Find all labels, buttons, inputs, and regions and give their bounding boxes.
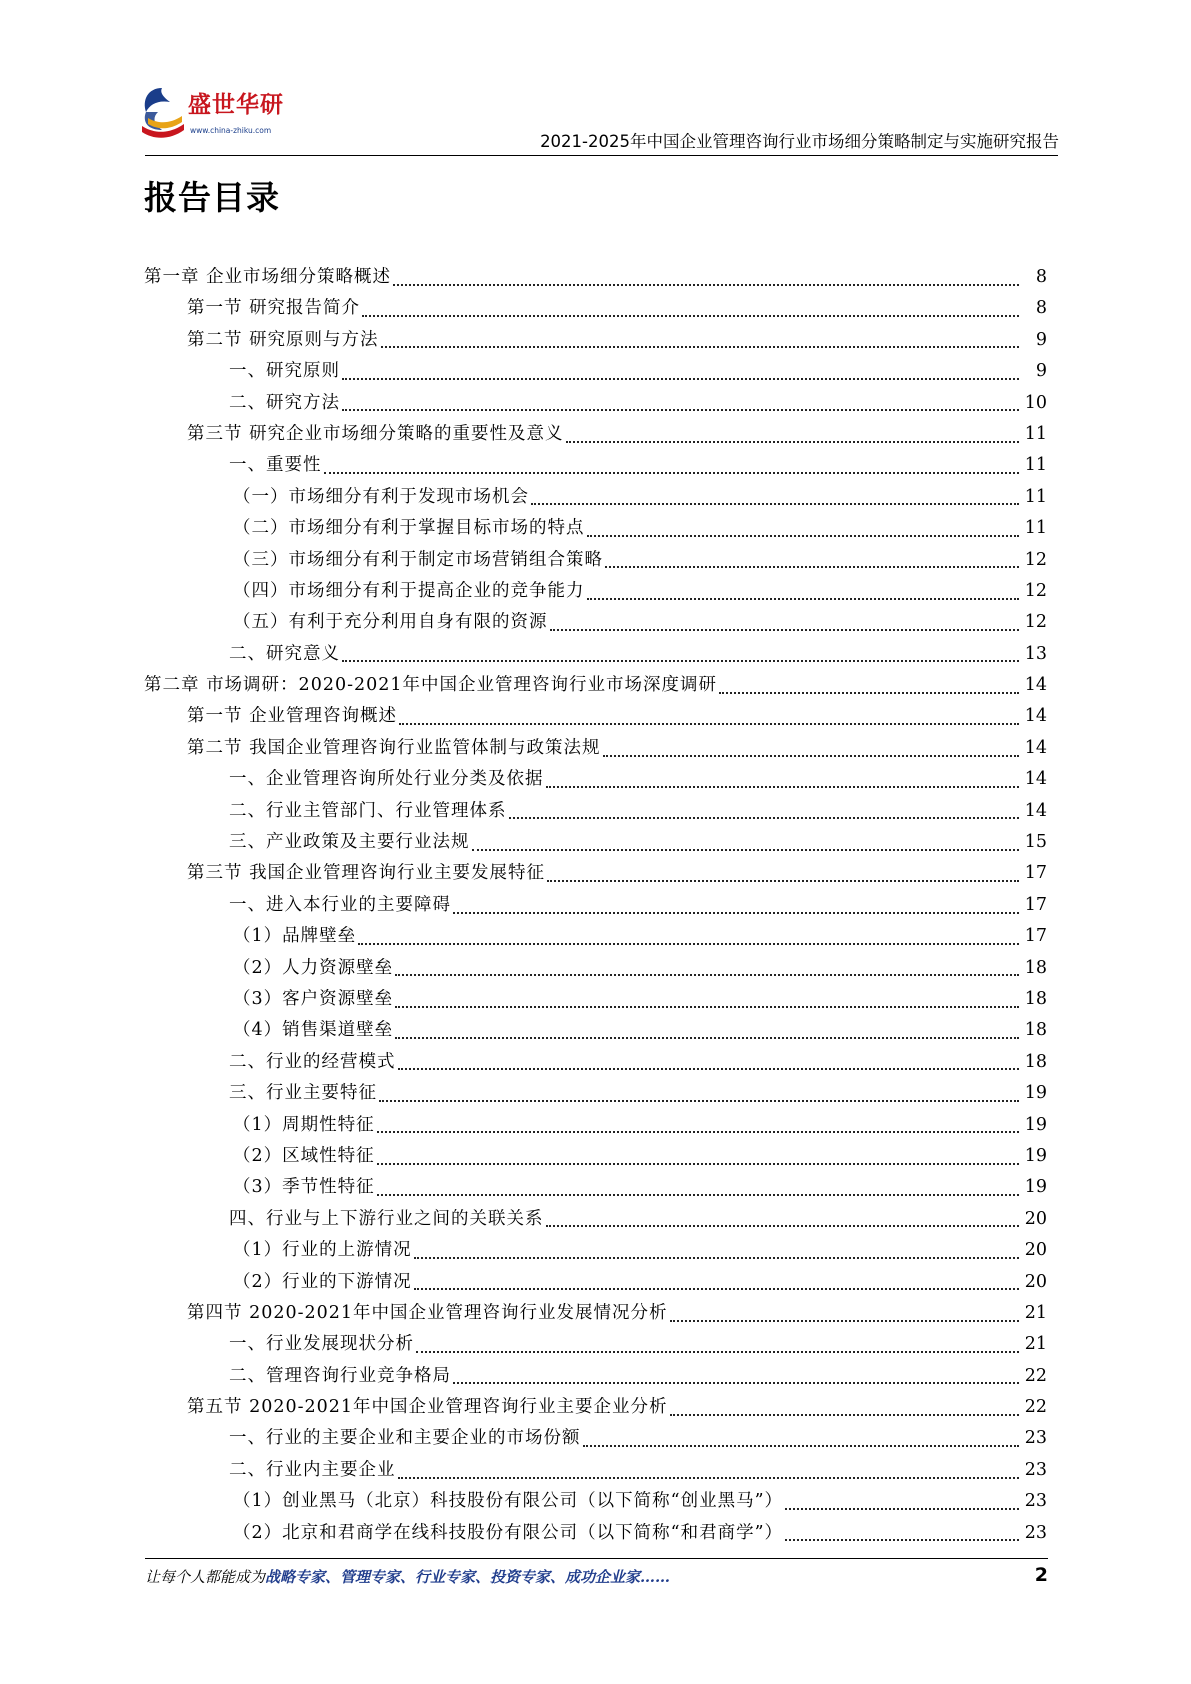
dot-leader xyxy=(547,880,1019,882)
dot-leader xyxy=(531,503,1019,505)
dot-leader xyxy=(377,1131,1019,1133)
toc-entry-page: 11 xyxy=(1024,423,1047,444)
toc-entry-page: 21 xyxy=(1024,1302,1047,1323)
toc-entry[interactable] xyxy=(0,701,1191,732)
toc-entry-title: 第四节 2020-2021年中国企业管理咨询行业发展情况分析 xyxy=(187,1302,668,1323)
toc-entry[interactable] xyxy=(0,1329,1191,1360)
dot-leader xyxy=(379,1100,1019,1102)
page-number: 2 xyxy=(1034,1564,1048,1586)
toc-entry[interactable] xyxy=(0,796,1191,827)
toc-entry-page: 11 xyxy=(1024,518,1047,539)
footer-slogan xyxy=(145,1566,670,1587)
toc-entry[interactable] xyxy=(0,1267,1191,1298)
toc-entry[interactable] xyxy=(0,1204,1191,1235)
toc-entry-title: （一）市场细分有利于发现市场机会 xyxy=(233,486,529,507)
toc-entry[interactable] xyxy=(0,670,1191,701)
toc-entry-page: 18 xyxy=(1024,957,1047,978)
toc-entry[interactable] xyxy=(0,1172,1191,1203)
toc-entry[interactable] xyxy=(0,1047,1191,1078)
company-logo xyxy=(140,82,310,144)
toc-entry-page: 19 xyxy=(1024,1083,1047,1104)
dot-leader xyxy=(605,566,1019,568)
dot-leader xyxy=(472,849,1020,851)
toc-entry-title: （1）品牌壁垒 xyxy=(233,926,357,947)
toc-entry[interactable] xyxy=(0,984,1191,1015)
dot-leader xyxy=(342,660,1019,662)
slogan-lead: 让每个人都能成为 xyxy=(145,1568,266,1586)
toc-entry-title: 二、研究意义 xyxy=(229,643,340,664)
toc-entry[interactable] xyxy=(0,1392,1191,1423)
toc-entry-page: 14 xyxy=(1024,706,1047,727)
toc-entry-page: 14 xyxy=(1024,800,1047,821)
toc-entry-title: （4）销售渠道壁垒 xyxy=(233,1020,394,1041)
toc-entry[interactable] xyxy=(0,1361,1191,1392)
toc-entry-page: 19 xyxy=(1024,1145,1047,1166)
table-of-contents xyxy=(0,262,1191,1549)
toc-entry-title: （1）周期性特征 xyxy=(233,1114,375,1135)
toc-entry[interactable] xyxy=(0,1141,1191,1172)
dot-leader xyxy=(719,692,1019,694)
dot-leader xyxy=(342,409,1019,411)
toc-entry-title: （2）北京和君商学在线科技股份有限公司（以下简称“和君商学”） xyxy=(233,1522,784,1543)
toc-entry[interactable] xyxy=(0,733,1191,764)
toc-entry-page: 12 xyxy=(1024,612,1047,633)
toc-entry[interactable] xyxy=(0,1423,1191,1454)
toc-entry-title: （三）市场细分有利于制定市场营销组合策略 xyxy=(233,549,603,570)
toc-entry[interactable] xyxy=(0,576,1191,607)
toc-entry-page: 18 xyxy=(1024,1020,1047,1041)
toc-entry-page: 13 xyxy=(1024,643,1047,664)
toc-entry[interactable] xyxy=(0,764,1191,795)
dot-leader xyxy=(670,1414,1019,1416)
toc-entry[interactable] xyxy=(0,1486,1191,1517)
logo-emblem-icon xyxy=(140,82,190,142)
toc-entry-page: 15 xyxy=(1024,832,1047,853)
toc-entry-title: 三、产业政策及主要行业法规 xyxy=(229,832,470,853)
toc-entry[interactable] xyxy=(0,890,1191,921)
toc-entry-page: 23 xyxy=(1024,1491,1047,1512)
toc-entry-title: （3）季节性特征 xyxy=(233,1177,375,1198)
toc-entry-page: 17 xyxy=(1024,863,1047,884)
toc-entry-page: 19 xyxy=(1024,1177,1047,1198)
dot-leader xyxy=(566,441,1019,443)
dot-leader xyxy=(785,1508,1019,1510)
toc-entry-title: （2）人力资源壁垒 xyxy=(233,957,394,978)
toc-entry-title: （五）有利于充分利用自身有限的资源 xyxy=(233,612,548,633)
toc-entry[interactable] xyxy=(0,450,1191,481)
toc-entry-title: 二、管理咨询行业竞争格局 xyxy=(229,1365,451,1386)
toc-entry[interactable] xyxy=(0,1110,1191,1141)
dot-leader xyxy=(377,1163,1019,1165)
dot-leader xyxy=(550,629,1020,631)
dot-leader xyxy=(670,1320,1019,1322)
toc-entry[interactable] xyxy=(0,262,1191,293)
toc-entry-title: 二、行业主管部门、行业管理体系 xyxy=(229,800,507,821)
toc-entry[interactable] xyxy=(0,1015,1191,1046)
toc-entry-title: 一、重要性 xyxy=(229,455,322,476)
toc-entry-page: 14 xyxy=(1024,769,1047,790)
toc-entry-title: 第五节 2020-2021年中国企业管理咨询行业主要企业分析 xyxy=(187,1397,668,1418)
toc-entry[interactable] xyxy=(0,325,1191,356)
toc-entry[interactable] xyxy=(0,1078,1191,1109)
toc-entry-page: 18 xyxy=(1024,988,1047,1009)
slogan-highlight: 战略专家、管理专家、行业专家、投资专家、成功企业家…… xyxy=(265,1568,671,1586)
toc-entry[interactable] xyxy=(0,953,1191,984)
toc-entry[interactable] xyxy=(0,827,1191,858)
toc-entry-title: （3）客户资源壁垒 xyxy=(233,988,394,1009)
toc-entry-title: 第二章 市场调研：2020-2021年中国企业管理咨询行业市场深度调研 xyxy=(144,675,718,696)
dot-leader xyxy=(509,817,1020,819)
toc-entry-page: 8 xyxy=(1035,298,1047,319)
toc-entry-page: 23 xyxy=(1024,1428,1047,1449)
dot-leader xyxy=(324,472,1020,474)
toc-entry-page: 8 xyxy=(1035,267,1047,287)
toc-entry-title: 一、进入本行业的主要障碍 xyxy=(229,894,451,915)
toc-entry-page: 10 xyxy=(1024,392,1047,413)
toc-entry[interactable] xyxy=(0,1235,1191,1266)
toc-entry-title: 第一节 研究报告简介 xyxy=(187,298,361,319)
toc-entry-title: 二、行业的经营模式 xyxy=(229,1051,396,1072)
dot-leader xyxy=(395,1006,1019,1008)
page-header xyxy=(0,0,1191,160)
toc-entry-title: 第三节 研究企业市场细分策略的重要性及意义 xyxy=(187,423,564,444)
toc-entry-page: 19 xyxy=(1024,1114,1047,1135)
dot-leader xyxy=(398,1068,1020,1070)
toc-entry-title: 第一节 企业管理咨询概述 xyxy=(187,706,398,727)
logo-wordmark: 盛世华研 xyxy=(188,92,284,118)
toc-entry-page: 17 xyxy=(1024,926,1047,947)
dot-leader xyxy=(395,974,1019,976)
dot-leader xyxy=(546,786,1020,788)
toc-entry-page: 9 xyxy=(1035,361,1047,382)
dot-leader xyxy=(393,284,1019,286)
toc-entry-title: 一、行业的主要企业和主要企业的市场份额 xyxy=(229,1428,581,1449)
dot-leader xyxy=(414,1257,1019,1259)
toc-entry-page: 23 xyxy=(1024,1459,1047,1480)
toc-entry-page: 11 xyxy=(1024,486,1047,507)
toc-entry-title: 四、行业与上下游行业之间的关联关系 xyxy=(229,1208,544,1229)
toc-entry-page: 14 xyxy=(1024,737,1047,758)
toc-entry-title: （二）市场细分有利于掌握目标市场的特点 xyxy=(233,518,585,539)
dot-leader xyxy=(583,1445,1020,1447)
toc-entry-title: （四）市场细分有利于提高企业的竞争能力 xyxy=(233,580,585,601)
toc-entry-title: （1）行业的上游情况 xyxy=(233,1240,412,1261)
toc-entry-page: 20 xyxy=(1024,1271,1047,1292)
toc-entry[interactable] xyxy=(0,1298,1191,1329)
dot-leader xyxy=(587,535,1020,537)
toc-entry[interactable] xyxy=(0,419,1191,450)
toc-entry[interactable] xyxy=(0,607,1191,638)
dot-leader xyxy=(587,598,1020,600)
dot-leader xyxy=(342,378,1019,380)
toc-entry[interactable] xyxy=(0,921,1191,952)
dot-leader xyxy=(381,346,1019,348)
toc-entry-title: 二、研究方法 xyxy=(229,392,340,413)
logo-url: www.china-zhiku.com xyxy=(190,126,272,135)
toc-entry-title: （2）行业的下游情况 xyxy=(233,1271,412,1292)
report-title: 2021-2025年中国企业管理咨询行业市场细分策略制定与实施研究报告 xyxy=(540,132,1059,151)
dot-leader xyxy=(414,1288,1019,1290)
toc-entry[interactable] xyxy=(0,388,1191,419)
dot-leader xyxy=(395,1037,1019,1039)
dot-leader xyxy=(785,1539,1019,1541)
toc-entry-title: 三、行业主要特征 xyxy=(229,1083,377,1104)
toc-entry[interactable] xyxy=(0,482,1191,513)
toc-entry-page: 11 xyxy=(1024,455,1047,476)
toc-entry-page: 23 xyxy=(1024,1522,1047,1543)
toc-entry-page: 18 xyxy=(1024,1051,1047,1072)
toc-entry-title: 第二节 我国企业管理咨询行业监管体制与政策法规 xyxy=(187,737,601,758)
dot-leader xyxy=(453,1382,1019,1384)
toc-entry-page: 20 xyxy=(1024,1240,1047,1261)
dot-leader xyxy=(377,1194,1019,1196)
dot-leader xyxy=(453,912,1019,914)
toc-entry-title: （2）区域性特征 xyxy=(233,1145,375,1166)
toc-entry[interactable] xyxy=(0,1455,1191,1486)
footer-divider xyxy=(145,1558,1048,1559)
toc-entry-title: （1）创业黑马（北京）科技股份有限公司（以下简称“创业黑马”） xyxy=(233,1491,784,1512)
toc-entry-title: 第三节 我国企业管理咨询行业主要发展特征 xyxy=(187,863,546,884)
toc-entry[interactable] xyxy=(0,1518,1191,1549)
dot-leader xyxy=(603,755,1019,757)
toc-entry-page: 14 xyxy=(1024,675,1047,696)
toc-entry-title: 一、研究原则 xyxy=(229,361,340,382)
toc-entry-page: 9 xyxy=(1035,329,1047,350)
toc-entry-page: 12 xyxy=(1024,549,1047,570)
toc-entry-title: 第二节 研究原则与方法 xyxy=(187,329,379,350)
toc-entry-page: 12 xyxy=(1024,580,1047,601)
toc-entry[interactable] xyxy=(0,293,1191,324)
toc-entry[interactable] xyxy=(0,639,1191,670)
dot-leader xyxy=(399,723,1019,725)
toc-entry[interactable] xyxy=(0,545,1191,576)
toc-entry[interactable] xyxy=(0,858,1191,889)
dot-leader xyxy=(546,1225,1020,1227)
header-divider xyxy=(145,155,1058,156)
toc-entry-page: 22 xyxy=(1024,1365,1047,1386)
toc-entry-page: 21 xyxy=(1024,1334,1047,1355)
toc-entry[interactable] xyxy=(0,513,1191,544)
toc-entry-title: 二、行业内主要企业 xyxy=(229,1459,396,1480)
dot-leader xyxy=(416,1351,1019,1353)
dot-leader xyxy=(362,315,1019,317)
page-footer xyxy=(145,1566,1048,1596)
toc-entry-page: 20 xyxy=(1024,1208,1047,1229)
toc-entry[interactable] xyxy=(0,356,1191,387)
dot-leader xyxy=(358,943,1019,945)
toc-entry-page: 17 xyxy=(1024,894,1047,915)
toc-entry-page: 22 xyxy=(1024,1397,1047,1418)
toc-entry-title: 第一章 企业市场细分策略概述 xyxy=(144,267,392,287)
dot-leader xyxy=(398,1477,1020,1479)
toc-entry-title: 一、企业管理咨询所处行业分类及依据 xyxy=(229,769,544,790)
page-title: 报告目录 xyxy=(144,178,280,217)
toc-entry-title: 一、行业发展现状分析 xyxy=(229,1334,414,1355)
